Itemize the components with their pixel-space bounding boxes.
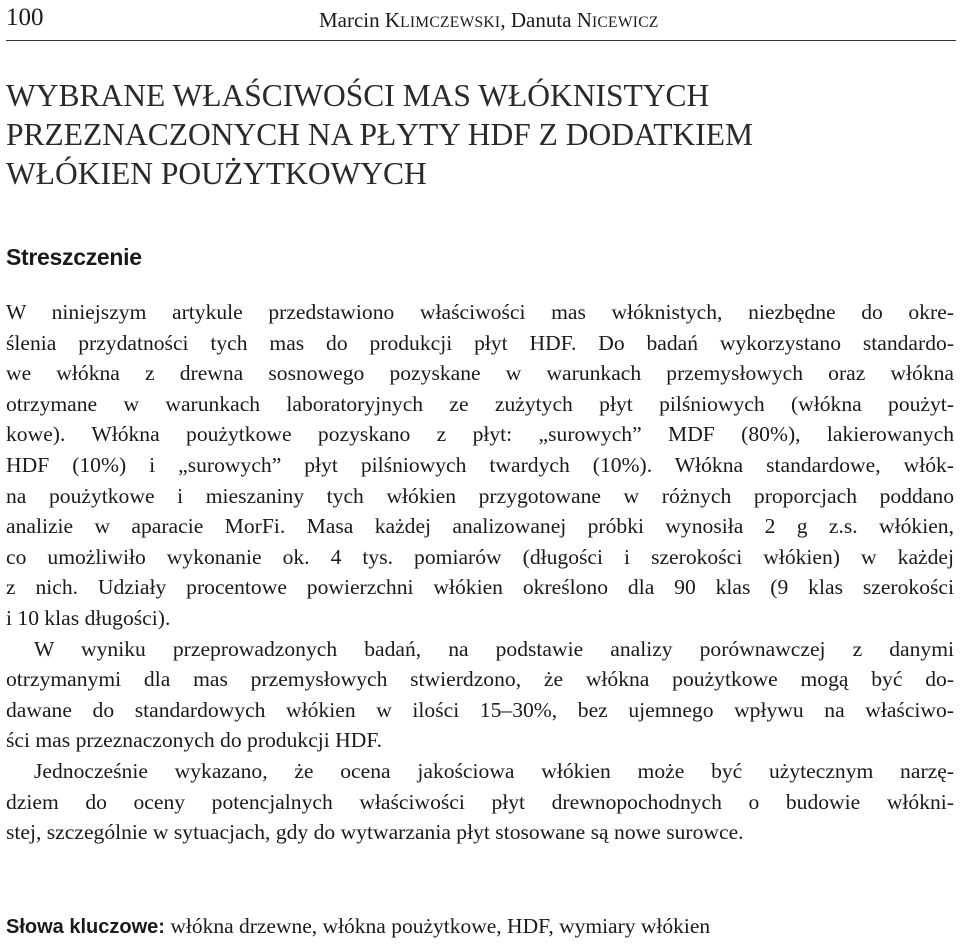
abstract-line: Jednocześnie wykazano, że ocena jakościowa włókien może być użytecznym narzę- xyxy=(34,758,954,783)
title-line: WŁÓKIEN POUŻYTKOWYCH xyxy=(6,156,427,191)
abstract-line: stej, szczególnie w sytuacjach, gdy do wytwarzania płyt stosowane są nowe surowce. xyxy=(6,820,744,845)
header-rule xyxy=(6,40,956,41)
running-head-authors xyxy=(319,8,659,33)
abstract-line: otrzymane w warunkach laboratoryjnych ze zużytych płyt pilśniowych (włókna poużyt- xyxy=(6,391,954,416)
abstract-line: otrzymanymi dla mas przemysłowych stwierdzono, że włókna poużytkowe mogą być do- xyxy=(6,667,954,692)
abstract-heading: Streszczenie xyxy=(6,244,142,270)
keywords-label: Słowa kluczowe: xyxy=(6,916,165,938)
author-2-surname-initial: N xyxy=(576,8,592,32)
author-1-surname-initial: K xyxy=(384,8,401,32)
keywords-text: włókna drzewne, włókna poużytkowe, HDF, wymiary włókien xyxy=(164,914,711,938)
author-2-given-name: Danuta xyxy=(510,8,577,32)
abstract-line: W wyniku przeprowadzonych badań, na podstawie analizy porównawczej z danymi xyxy=(34,636,954,661)
abstract-line: ści mas przeznaczonych do produkcji HDF. xyxy=(6,728,383,753)
running-header xyxy=(6,2,956,40)
author-separator: , xyxy=(500,8,511,32)
abstract-line: dziem do oceny potencjalnych właściwości płyt drewnopochodnych o budowie włókni- xyxy=(6,789,954,814)
abstract-line: dawane do standardowych włókien w ilości 15–30%, bez ujemnego wpływu na właściwo- xyxy=(6,697,954,722)
abstract-line: z nich. Udziały procentowe powierzchni włókien określono dla 90 klas (9 klas szerokości xyxy=(6,575,954,600)
author-2-surname-rest: ICEWICZ xyxy=(591,14,659,31)
abstract-line: analizie w aparacie MorFi. Masa każdej analizowanej próbki wynosiła 2 g z.s. włókien, xyxy=(6,514,954,539)
page-number: 100 xyxy=(6,4,44,31)
abstract-line: kowe). Włókna poużytkowe pozyskano z płyt: „surowych” MDF (80%), lakierowanych xyxy=(6,422,954,447)
author-1-given-name: Marcin xyxy=(319,8,385,32)
abstract-line: na poużytkowe i mieszaniny tych włókien przygotowane w różnych proporcjach poddano xyxy=(6,483,954,508)
abstract-line: co umożliwiło wykonanie ok. 4 tys. pomiarów (długości i szerokości włókien) w każdej xyxy=(6,544,954,569)
keywords xyxy=(6,914,954,939)
abstract-line: ślenia przydatności tych mas do produkcji płyt HDF. Do badań wykorzystano standardo- xyxy=(6,330,954,355)
author-1-surname-rest: LIMCZEWSKI xyxy=(400,14,501,31)
title-line: PRZEZNACZONYCH NA PŁYTY HDF Z DODATKIEM xyxy=(6,117,753,152)
abstract-line: HDF (10%) i „surowych” płyt pilśniowych twardych (10%). Włókna standardowe, włók- xyxy=(6,452,954,477)
abstract-line: we włókna z drewna sosnowego pozyskane w warunkach przemysłowych oraz włókna xyxy=(6,361,954,386)
article-title xyxy=(6,76,946,193)
abstract-body xyxy=(6,297,954,848)
abstract-line: i 10 klas długości). xyxy=(6,605,171,630)
abstract-line: W niniejszym artykule przedstawiono właściwości mas włóknistych, niezbędne do okre- xyxy=(6,300,954,324)
title-line: WYBRANE WŁAŚCIWOŚCI MAS WŁÓKNISTYCH xyxy=(6,78,710,113)
